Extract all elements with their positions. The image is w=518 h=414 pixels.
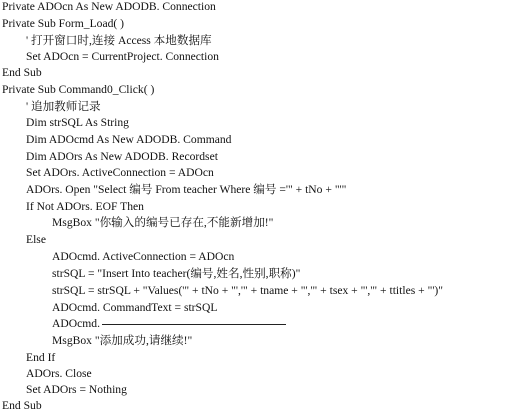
code-line-22: End If <box>26 351 56 364</box>
code-line-20 <box>52 317 286 331</box>
code-line-1: Private ADOcn As New ADODB. Connection <box>2 0 216 13</box>
code-line-7: ' 追加教师记录 <box>26 100 101 113</box>
code-line-14: MsgBox "你输入的编号已存在,不能新增加!" <box>52 216 274 229</box>
fill-in-blank <box>102 324 286 325</box>
code-line-17: strSQL = "Insert Into teacher(编号,姓名,性别,职称)" <box>52 267 301 280</box>
code-line-18: strSQL = strSQL + "Values('" + tNo + "','" + tname + "','" + tsex + "','" + ttitles + "')" <box>52 284 444 297</box>
code-line-4: Set ADOcn = CurrentProject. Connection <box>26 50 219 63</box>
code-line-8: Dim strSQL As String <box>26 116 129 129</box>
code-line-10: Dim ADOrs As New ADODB. Recordset <box>26 150 218 163</box>
code-line-9: Dim ADOcmd As New ADODB. Command <box>26 133 232 146</box>
code-line-23: ADOrs. Close <box>26 367 92 380</box>
code-line-19: ADOcmd. CommandText = strSQL <box>52 301 218 314</box>
code-line-5: End Sub <box>2 66 42 79</box>
code-line-11: Set ADOrs. ActiveConnection = ADOcn <box>26 166 214 179</box>
code-line-20-text: ADOcmd. <box>52 317 100 330</box>
code-line-16: ADOcmd. ActiveConnection = ADOcn <box>52 250 235 263</box>
code-line-2: Private Sub Form_Load( ) <box>2 17 125 30</box>
code-line-21: MsgBox "添加成功,请继续!" <box>52 334 193 347</box>
code-line-12: ADOrs. Open "Select 编号 From teacher Where 编号 ='" + tNo + "'" <box>26 183 347 196</box>
code-line-15: Else <box>26 233 46 246</box>
code-line-25: End Sub <box>2 399 42 412</box>
code-line-6: Private Sub Command0_Click( ) <box>2 83 155 96</box>
code-line-24: Set ADOrs = Nothing <box>26 383 127 396</box>
code-line-3: ' 打开窗口时,连接 Access 本地数据库 <box>26 34 212 47</box>
code-line-13: If Not ADOrs. EOF Then <box>26 200 144 213</box>
